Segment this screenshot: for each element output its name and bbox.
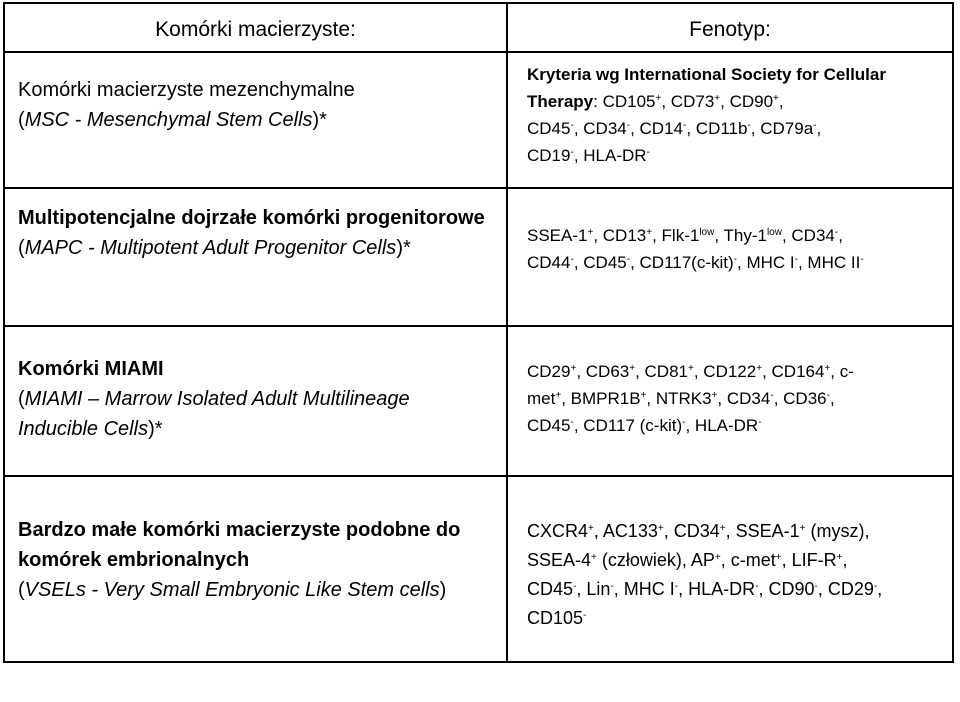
marker-text: , CD34 (663, 521, 720, 541)
cell-title: Komórki macierzyste mezenchymalne (18, 79, 355, 101)
marker-text: , CD29 (817, 579, 874, 599)
marker-text: SSEA-1 (527, 226, 588, 245)
marker-text: CD105 (602, 92, 656, 111)
marker-text: , c-met (720, 550, 776, 570)
marker-text: , CD13 (593, 226, 647, 245)
cell-name-miami (4, 326, 507, 476)
marker-text: , CD81 (635, 362, 688, 381)
paren-close: ) (439, 579, 447, 601)
abbr-full: MIAMI – Marrow Isolated Adult Multilineage Inducible Cells (18, 388, 410, 440)
marker-superscript: + (756, 363, 763, 374)
marker-text: , AC133 (593, 521, 658, 541)
marker-text: CD45 (527, 416, 571, 435)
marker-text: , CD117(c-kit) (630, 253, 734, 272)
stem-cell-phenotype-table (3, 2, 954, 663)
marker-text: , SSEA-1 (725, 521, 800, 541)
marker-text: , Lin (576, 579, 611, 599)
marker-superscript: - (826, 390, 830, 401)
cell-name-vsels (4, 476, 507, 662)
marker-text: , NTRK3 (646, 389, 712, 408)
marker-superscript: + (773, 93, 779, 104)
abbr-full: MAPC - Multipotent Adult Progenitor Cells (24, 237, 397, 259)
marker-superscript: - (570, 147, 574, 158)
cell-title: Bardzo małe komórki macierzyste podobne do komórek embrionalnych (18, 519, 461, 571)
marker-text: , CD34 (781, 226, 835, 245)
marker-list (527, 362, 854, 435)
paren-close: )* (148, 418, 163, 440)
cell-title: Komórki MIAMI (18, 358, 164, 380)
marker-superscript: - (770, 390, 774, 401)
marker-text: , (778, 92, 784, 111)
header-row (4, 3, 953, 52)
marker-superscript: - (573, 581, 577, 592)
marker-superscript: + (587, 227, 594, 238)
marker-text: , CD34 (573, 119, 627, 138)
cell-phenotype-vsels (507, 476, 953, 662)
table-row-miami (4, 326, 953, 476)
marker-text: (mysz), (805, 521, 870, 541)
marker-superscript: - (758, 417, 762, 428)
marker-superscript: + (555, 390, 562, 401)
marker-text: CD19 (527, 146, 571, 165)
marker-text: met (527, 389, 556, 408)
marker-text: , HLA-DR (573, 146, 647, 165)
table-row-msc (4, 52, 953, 188)
marker-text: , CD73 (661, 92, 715, 111)
marker-superscript: + (657, 523, 664, 534)
marker-text: (człowiek), AP (596, 550, 715, 570)
marker-superscript: + (824, 363, 831, 374)
marker-superscript: + (591, 552, 597, 563)
abbr-full: VSELs - Very Small Embryonic Like Stem cells (24, 579, 440, 601)
marker-superscript: - (873, 581, 878, 592)
table-row-mapc (4, 188, 953, 326)
cell-phenotype-msc (507, 52, 953, 188)
paren-open: ( (18, 388, 25, 410)
marker-text: , c- (830, 362, 854, 381)
paren-open: ( (18, 579, 25, 601)
marker-superscript: - (646, 147, 650, 158)
marker-superscript: + (836, 552, 843, 563)
marker-superscript: + (570, 363, 577, 374)
marker-text: , CD11b (686, 119, 748, 138)
marker-text: , CD34 (717, 389, 771, 408)
marker-text: , BMPR1B (561, 389, 641, 408)
marker-text: , (816, 119, 822, 138)
marker-text: CD45 (527, 579, 574, 599)
marker-text: , CD63 (576, 362, 630, 381)
marker-text: CD44 (527, 253, 571, 272)
marker-superscript: + (629, 363, 636, 374)
marker-text: , Flk-1 (652, 226, 700, 245)
marker-superscript: - (813, 120, 817, 131)
marker-superscript: + (655, 93, 662, 104)
cell-phenotype-miami (507, 326, 953, 476)
header-cell-phenotype (507, 3, 953, 52)
marker-text: , CD14 (630, 119, 683, 138)
marker-list (527, 521, 882, 628)
marker-superscript: - (570, 417, 574, 428)
marker-superscript: + (714, 93, 721, 104)
marker-superscript: - (570, 120, 574, 131)
marker-superscript: + (688, 363, 694, 374)
marker-text: , Thy-1 (714, 226, 767, 245)
marker-superscript: + (714, 552, 721, 563)
marker-superscript: - (755, 581, 759, 592)
marker-text: , MHC I (737, 253, 795, 272)
marker-text: CD45 (527, 119, 571, 138)
marker-superscript: - (583, 610, 587, 621)
paren-close: )* (396, 237, 411, 259)
marker-superscript: - (610, 581, 614, 592)
header-stem-cells: Komórki macierzyste: (155, 18, 356, 41)
marker-superscript: - (570, 254, 574, 265)
marker-text: , (829, 389, 835, 408)
abbr-full: MSC - Mesenchymal Stem Cells (24, 109, 313, 131)
paren-open: ( (18, 109, 25, 131)
table-row-vsels (4, 476, 953, 662)
marker-text: , CD36 (773, 389, 827, 408)
criteria-colon: : (593, 92, 603, 111)
cell-name-mapc (4, 188, 507, 326)
marker-text: , (838, 226, 843, 245)
marker-text: , CD79a (750, 119, 814, 138)
marker-text: , CD164 (762, 362, 825, 381)
marker-superscript: - (626, 254, 631, 265)
marker-text: , (877, 579, 883, 599)
marker-superscript: - (834, 227, 839, 238)
marker-superscript: + (711, 390, 718, 401)
marker-superscript: + (719, 523, 726, 534)
marker-superscript: + (799, 523, 806, 534)
marker-superscript: low (699, 227, 715, 238)
marker-superscript: + (588, 523, 594, 534)
marker-text: , CD117 (c-kit) (573, 416, 683, 435)
marker-superscript: - (860, 254, 864, 265)
marker-superscript: - (814, 581, 818, 592)
marker-text: , LIF-R (781, 550, 837, 570)
marker-superscript: + (775, 552, 782, 563)
cell-name-msc (4, 52, 507, 188)
marker-text: , CD122 (693, 362, 757, 381)
marker-text: CD29 (527, 362, 571, 381)
marker-list (527, 226, 864, 272)
marker-text: , MHC I (613, 579, 675, 599)
marker-text: , HLA-DR (678, 579, 756, 599)
cell-phenotype-mapc (507, 188, 953, 326)
marker-superscript: + (640, 390, 647, 401)
marker-superscript: - (747, 120, 751, 131)
marker-superscript: + (646, 227, 653, 238)
marker-text: , MHC II (797, 253, 861, 272)
marker-superscript: - (674, 581, 679, 592)
marker-superscript: - (626, 120, 631, 131)
marker-superscript: - (733, 254, 738, 265)
header-cell-stem-cells (4, 3, 507, 52)
marker-text: , CD45 (573, 253, 627, 272)
marker-superscript: low (766, 227, 782, 238)
paren-close: )* (312, 109, 327, 131)
marker-text: , HLA-DR (685, 416, 759, 435)
cell-title: Multipotencjalne dojrzałe komórki progenitorowe (18, 207, 485, 229)
marker-text: CD105 (527, 608, 584, 628)
marker-text: CXCR4 (527, 521, 589, 541)
criteria-label: Kryteria wg International Society for Cellular Therapy (527, 65, 886, 111)
marker-text: , CD90 (720, 92, 774, 111)
marker-text: , CD90 (758, 579, 815, 599)
marker-text: SSEA-4 (527, 550, 592, 570)
marker-superscript: - (794, 254, 798, 265)
header-phenotype: Fenotyp: (689, 18, 771, 41)
paren-open: ( (18, 237, 25, 259)
marker-superscript: - (682, 417, 686, 428)
marker-text: , (842, 550, 848, 570)
marker-superscript: - (683, 120, 687, 131)
